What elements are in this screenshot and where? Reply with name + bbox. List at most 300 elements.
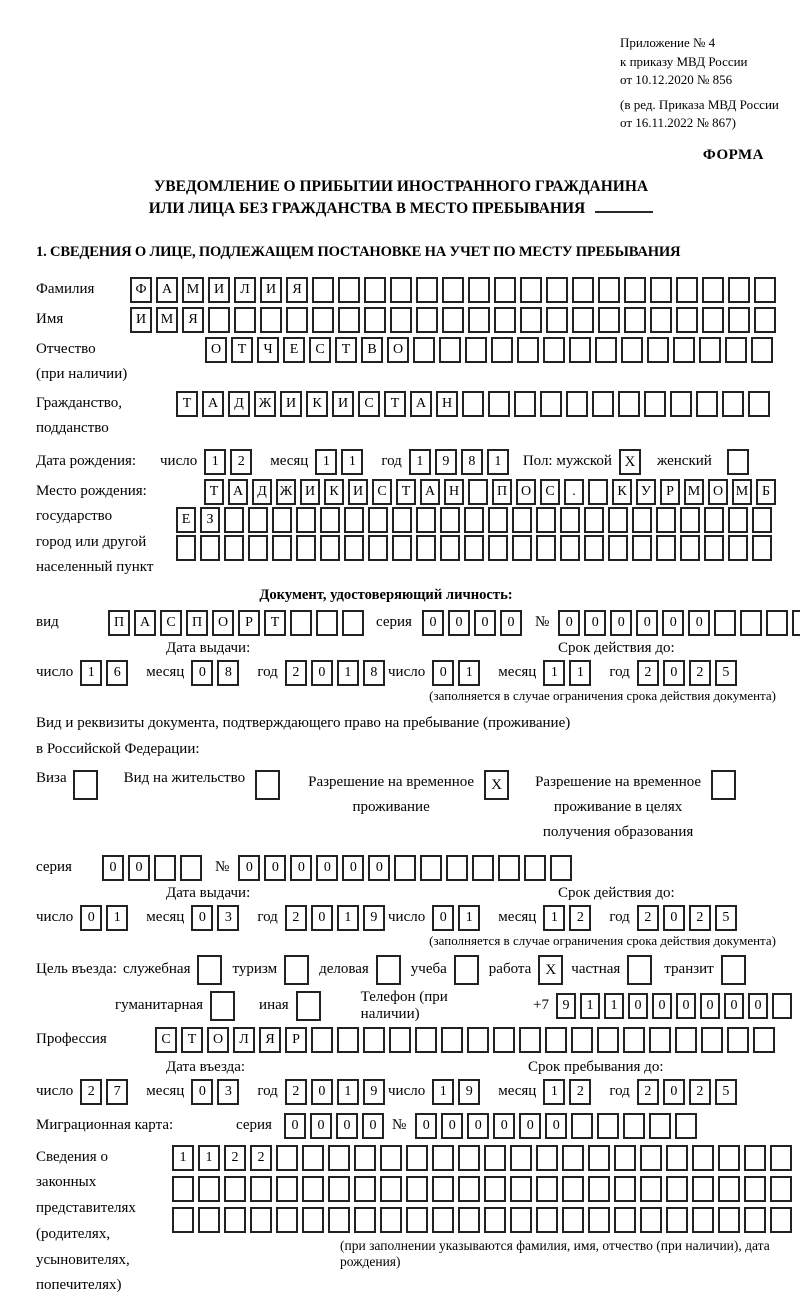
char-cell[interactable] — [432, 1145, 454, 1171]
temp-residence-checkbox[interactable]: X — [484, 770, 509, 800]
char-cell[interactable] — [380, 1207, 402, 1233]
char-cell[interactable]: Т — [204, 479, 224, 505]
char-cell[interactable] — [546, 277, 568, 303]
char-cell[interactable] — [770, 1145, 792, 1171]
char-cell[interactable]: 0 — [474, 610, 496, 636]
char-cell[interactable]: 5 — [715, 660, 737, 686]
char-cell[interactable]: . — [564, 479, 584, 505]
char-cell[interactable] — [224, 507, 244, 533]
char-cell[interactable]: С — [155, 1027, 177, 1053]
char-cell[interactable] — [338, 277, 360, 303]
char-cell[interactable]: А — [202, 391, 224, 417]
char-cell[interactable]: 2 — [224, 1145, 246, 1171]
char-cell[interactable] — [680, 535, 700, 561]
char-cell[interactable] — [180, 855, 202, 881]
char-cell[interactable] — [316, 610, 338, 636]
char-cell[interactable] — [728, 535, 748, 561]
char-cell[interactable]: 0 — [362, 1113, 384, 1139]
residence-permit-checkbox[interactable] — [255, 770, 280, 800]
char-cell[interactable] — [458, 1145, 480, 1171]
char-cell[interactable] — [200, 535, 220, 561]
char-cell[interactable] — [666, 1207, 688, 1233]
char-cell[interactable] — [464, 535, 484, 561]
char-cell[interactable]: 0 — [368, 855, 390, 881]
char-cell[interactable]: И — [332, 391, 354, 417]
char-cell[interactable] — [484, 1176, 506, 1202]
char-cell[interactable]: Р — [238, 610, 260, 636]
char-cell[interactable] — [571, 1113, 593, 1139]
char-cell[interactable] — [416, 507, 436, 533]
char-cell[interactable] — [536, 507, 556, 533]
char-cell[interactable] — [584, 535, 604, 561]
char-cell[interactable] — [754, 277, 776, 303]
char-cell[interactable] — [536, 1207, 558, 1233]
purpose-private-checkbox[interactable] — [627, 955, 652, 985]
char-cell[interactable] — [250, 1176, 272, 1202]
char-cell[interactable] — [520, 307, 542, 333]
char-cell[interactable] — [656, 507, 676, 533]
char-cell[interactable] — [420, 855, 442, 881]
char-cell[interactable] — [406, 1207, 428, 1233]
char-cell[interactable] — [545, 1027, 567, 1053]
char-cell[interactable]: И — [208, 277, 230, 303]
char-cell[interactable]: 2 — [285, 905, 307, 931]
char-cell[interactable] — [562, 1145, 584, 1171]
char-cell[interactable]: 3 — [217, 905, 239, 931]
char-cell[interactable] — [536, 535, 556, 561]
char-cell[interactable] — [368, 507, 388, 533]
char-cell[interactable]: 0 — [311, 1079, 333, 1105]
char-cell[interactable] — [562, 1176, 584, 1202]
char-cell[interactable] — [510, 1145, 532, 1171]
char-cell[interactable] — [704, 507, 724, 533]
char-cell[interactable]: 5 — [715, 1079, 737, 1105]
char-cell[interactable] — [560, 507, 580, 533]
char-cell[interactable] — [584, 507, 604, 533]
char-cell[interactable] — [754, 307, 776, 333]
char-cell[interactable] — [390, 277, 412, 303]
char-cell[interactable]: Я — [259, 1027, 281, 1053]
char-cell[interactable] — [692, 1176, 714, 1202]
char-cell[interactable]: 2 — [285, 1079, 307, 1105]
char-cell[interactable]: 2 — [637, 1079, 659, 1105]
char-cell[interactable]: 2 — [250, 1145, 272, 1171]
char-cell[interactable]: 2 — [230, 449, 252, 475]
char-cell[interactable] — [467, 1027, 489, 1053]
char-cell[interactable]: 0 — [310, 1113, 332, 1139]
char-cell[interactable] — [640, 1145, 662, 1171]
char-cell[interactable] — [442, 307, 464, 333]
char-cell[interactable] — [328, 1176, 350, 1202]
char-cell[interactable] — [701, 1027, 723, 1053]
char-cell[interactable]: У — [636, 479, 656, 505]
char-cell[interactable]: 1 — [543, 905, 565, 931]
char-cell[interactable]: П — [492, 479, 512, 505]
char-cell[interactable] — [406, 1145, 428, 1171]
char-cell[interactable] — [692, 1145, 714, 1171]
char-cell[interactable]: В — [361, 337, 383, 363]
char-cell[interactable] — [514, 391, 536, 417]
char-cell[interactable]: 0 — [663, 1079, 685, 1105]
char-cell[interactable]: 0 — [558, 610, 580, 636]
sex-male-checkbox[interactable]: X — [619, 449, 641, 475]
char-cell[interactable]: М — [732, 479, 752, 505]
char-cell[interactable] — [472, 855, 494, 881]
char-cell[interactable] — [624, 277, 646, 303]
char-cell[interactable]: 9 — [363, 1079, 385, 1105]
char-cell[interactable] — [792, 610, 800, 636]
char-cell[interactable] — [608, 535, 628, 561]
temp-residence-edu-checkbox[interactable] — [711, 770, 736, 800]
char-cell[interactable] — [320, 535, 340, 561]
char-cell[interactable]: 1 — [337, 905, 359, 931]
char-cell[interactable] — [380, 1176, 402, 1202]
char-cell[interactable]: 0 — [545, 1113, 567, 1139]
char-cell[interactable] — [512, 507, 532, 533]
char-cell[interactable]: 0 — [432, 660, 454, 686]
char-cell[interactable] — [458, 1176, 480, 1202]
char-cell[interactable] — [440, 535, 460, 561]
char-cell[interactable] — [364, 277, 386, 303]
char-cell[interactable] — [320, 507, 340, 533]
char-cell[interactable]: 1 — [604, 993, 624, 1019]
char-cell[interactable]: 0 — [191, 905, 213, 931]
char-cell[interactable] — [656, 535, 676, 561]
char-cell[interactable]: Е — [283, 337, 305, 363]
char-cell[interactable]: Ж — [276, 479, 296, 505]
char-cell[interactable]: 1 — [432, 1079, 454, 1105]
char-cell[interactable] — [491, 337, 513, 363]
char-cell[interactable] — [441, 1027, 463, 1053]
char-cell[interactable]: И — [280, 391, 302, 417]
char-cell[interactable] — [650, 277, 672, 303]
char-cell[interactable] — [744, 1176, 766, 1202]
char-cell[interactable] — [415, 1027, 437, 1053]
char-cell[interactable] — [198, 1176, 220, 1202]
char-cell[interactable] — [623, 1027, 645, 1053]
char-cell[interactable] — [224, 1176, 246, 1202]
char-cell[interactable]: 7 — [106, 1079, 128, 1105]
char-cell[interactable] — [644, 391, 666, 417]
char-cell[interactable]: 2 — [285, 660, 307, 686]
char-cell[interactable]: 1 — [315, 449, 337, 475]
char-cell[interactable] — [465, 337, 487, 363]
char-cell[interactable] — [302, 1145, 324, 1171]
char-cell[interactable]: 0 — [636, 610, 658, 636]
char-cell[interactable]: 1 — [487, 449, 509, 475]
char-cell[interactable] — [571, 1027, 593, 1053]
char-cell[interactable]: 0 — [500, 610, 522, 636]
char-cell[interactable] — [302, 1176, 324, 1202]
char-cell[interactable]: Т — [231, 337, 253, 363]
purpose-transit-checkbox[interactable] — [721, 955, 746, 985]
char-cell[interactable]: К — [306, 391, 328, 417]
char-cell[interactable]: М — [156, 307, 178, 333]
char-cell[interactable] — [344, 507, 364, 533]
char-cell[interactable]: Л — [233, 1027, 255, 1053]
char-cell[interactable] — [632, 507, 652, 533]
char-cell[interactable] — [702, 277, 724, 303]
char-cell[interactable] — [394, 855, 416, 881]
char-cell[interactable] — [392, 535, 412, 561]
char-cell[interactable]: 0 — [316, 855, 338, 881]
char-cell[interactable] — [510, 1207, 532, 1233]
char-cell[interactable]: 2 — [689, 660, 711, 686]
char-cell[interactable] — [744, 1145, 766, 1171]
char-cell[interactable]: 0 — [284, 1113, 306, 1139]
char-cell[interactable]: Д — [252, 479, 272, 505]
char-cell[interactable] — [440, 507, 460, 533]
char-cell[interactable]: 1 — [569, 660, 591, 686]
char-cell[interactable]: Ч — [257, 337, 279, 363]
char-cell[interactable] — [748, 391, 770, 417]
char-cell[interactable] — [484, 1145, 506, 1171]
char-cell[interactable]: 1 — [458, 660, 480, 686]
char-cell[interactable] — [702, 307, 724, 333]
purpose-tourism-checkbox[interactable] — [284, 955, 309, 985]
char-cell[interactable]: 0 — [422, 610, 444, 636]
char-cell[interactable]: Ф — [130, 277, 152, 303]
char-cell[interactable] — [692, 1207, 714, 1233]
purpose-business-checkbox[interactable] — [376, 955, 401, 985]
char-cell[interactable] — [740, 610, 762, 636]
char-cell[interactable]: М — [182, 277, 204, 303]
char-cell[interactable]: З — [200, 507, 220, 533]
char-cell[interactable]: Т — [181, 1027, 203, 1053]
char-cell[interactable] — [276, 1145, 298, 1171]
char-cell[interactable] — [744, 1207, 766, 1233]
char-cell[interactable] — [614, 1145, 636, 1171]
char-cell[interactable] — [728, 277, 750, 303]
char-cell[interactable] — [328, 1145, 350, 1171]
purpose-official-checkbox[interactable] — [197, 955, 222, 985]
char-cell[interactable]: 2 — [569, 1079, 591, 1105]
char-cell[interactable] — [536, 1176, 558, 1202]
char-cell[interactable]: 2 — [637, 660, 659, 686]
char-cell[interactable]: 8 — [363, 660, 385, 686]
char-cell[interactable]: 0 — [448, 610, 470, 636]
char-cell[interactable]: С — [372, 479, 392, 505]
char-cell[interactable] — [753, 1027, 775, 1053]
char-cell[interactable] — [588, 1176, 610, 1202]
char-cell[interactable] — [368, 535, 388, 561]
char-cell[interactable]: П — [186, 610, 208, 636]
char-cell[interactable] — [439, 337, 461, 363]
char-cell[interactable] — [632, 535, 652, 561]
char-cell[interactable]: И — [348, 479, 368, 505]
char-cell[interactable] — [208, 307, 230, 333]
char-cell[interactable] — [550, 855, 572, 881]
char-cell[interactable]: 0 — [311, 905, 333, 931]
char-cell[interactable]: 0 — [748, 993, 768, 1019]
char-cell[interactable] — [621, 337, 643, 363]
char-cell[interactable]: 0 — [662, 610, 684, 636]
char-cell[interactable]: А — [156, 277, 178, 303]
char-cell[interactable]: С — [540, 479, 560, 505]
char-cell[interactable] — [569, 337, 591, 363]
char-cell[interactable] — [510, 1176, 532, 1202]
char-cell[interactable] — [772, 993, 792, 1019]
char-cell[interactable]: М — [684, 479, 704, 505]
char-cell[interactable]: И — [300, 479, 320, 505]
char-cell[interactable] — [597, 1027, 619, 1053]
char-cell[interactable]: 1 — [337, 1079, 359, 1105]
char-cell[interactable]: И — [260, 277, 282, 303]
char-cell[interactable]: Н — [436, 391, 458, 417]
char-cell[interactable] — [680, 507, 700, 533]
char-cell[interactable]: 9 — [556, 993, 576, 1019]
char-cell[interactable]: 0 — [311, 660, 333, 686]
char-cell[interactable]: Н — [444, 479, 464, 505]
char-cell[interactable]: 0 — [584, 610, 606, 636]
visa-checkbox[interactable] — [73, 770, 98, 800]
char-cell[interactable] — [354, 1145, 376, 1171]
char-cell[interactable]: 0 — [652, 993, 672, 1019]
char-cell[interactable] — [364, 307, 386, 333]
char-cell[interactable]: 0 — [342, 855, 364, 881]
char-cell[interactable] — [640, 1176, 662, 1202]
char-cell[interactable] — [647, 337, 669, 363]
char-cell[interactable]: 2 — [689, 1079, 711, 1105]
char-cell[interactable]: 0 — [663, 905, 685, 931]
char-cell[interactable] — [488, 507, 508, 533]
char-cell[interactable] — [588, 1207, 610, 1233]
char-cell[interactable] — [699, 337, 721, 363]
char-cell[interactable] — [572, 307, 594, 333]
char-cell[interactable]: 1 — [543, 1079, 565, 1105]
purpose-study-checkbox[interactable] — [454, 955, 479, 985]
char-cell[interactable] — [770, 1207, 792, 1233]
char-cell[interactable] — [588, 479, 608, 505]
char-cell[interactable]: 1 — [543, 660, 565, 686]
char-cell[interactable] — [432, 1176, 454, 1202]
char-cell[interactable] — [722, 391, 744, 417]
char-cell[interactable] — [302, 1207, 324, 1233]
char-cell[interactable] — [311, 1027, 333, 1053]
char-cell[interactable] — [389, 1027, 411, 1053]
char-cell[interactable]: 0 — [191, 1079, 213, 1105]
char-cell[interactable]: Т — [384, 391, 406, 417]
char-cell[interactable] — [673, 337, 695, 363]
char-cell[interactable]: 2 — [637, 905, 659, 931]
char-cell[interactable] — [666, 1145, 688, 1171]
char-cell[interactable] — [675, 1027, 697, 1053]
char-cell[interactable] — [725, 337, 747, 363]
char-cell[interactable]: О — [516, 479, 536, 505]
char-cell[interactable] — [392, 507, 412, 533]
char-cell[interactable] — [390, 307, 412, 333]
char-cell[interactable] — [588, 1145, 610, 1171]
char-cell[interactable] — [442, 277, 464, 303]
char-cell[interactable] — [676, 307, 698, 333]
char-cell[interactable]: 8 — [217, 660, 239, 686]
char-cell[interactable]: Р — [660, 479, 680, 505]
char-cell[interactable] — [572, 277, 594, 303]
char-cell[interactable] — [649, 1113, 671, 1139]
char-cell[interactable] — [597, 1113, 619, 1139]
char-cell[interactable] — [666, 1176, 688, 1202]
char-cell[interactable] — [728, 307, 750, 333]
char-cell[interactable] — [276, 1176, 298, 1202]
char-cell[interactable] — [250, 1207, 272, 1233]
char-cell[interactable]: 2 — [80, 1079, 102, 1105]
char-cell[interactable] — [468, 277, 490, 303]
char-cell[interactable]: 1 — [341, 449, 363, 475]
char-cell[interactable]: 0 — [676, 993, 696, 1019]
char-cell[interactable] — [618, 391, 640, 417]
char-cell[interactable]: 0 — [336, 1113, 358, 1139]
char-cell[interactable] — [675, 1113, 697, 1139]
char-cell[interactable] — [488, 391, 510, 417]
char-cell[interactable] — [248, 507, 268, 533]
char-cell[interactable]: 0 — [191, 660, 213, 686]
char-cell[interactable] — [176, 535, 196, 561]
char-cell[interactable] — [517, 337, 539, 363]
char-cell[interactable] — [468, 307, 490, 333]
char-cell[interactable]: 1 — [204, 449, 226, 475]
char-cell[interactable] — [592, 391, 614, 417]
char-cell[interactable] — [520, 277, 542, 303]
char-cell[interactable] — [598, 277, 620, 303]
char-cell[interactable] — [598, 307, 620, 333]
char-cell[interactable]: А — [420, 479, 440, 505]
char-cell[interactable] — [614, 1207, 636, 1233]
char-cell[interactable] — [296, 507, 316, 533]
char-cell[interactable] — [714, 610, 736, 636]
char-cell[interactable] — [484, 1207, 506, 1233]
char-cell[interactable]: П — [108, 610, 130, 636]
char-cell[interactable]: Д — [228, 391, 250, 417]
char-cell[interactable]: А — [134, 610, 156, 636]
char-cell[interactable]: Я — [182, 307, 204, 333]
char-cell[interactable] — [623, 1113, 645, 1139]
char-cell[interactable]: 6 — [106, 660, 128, 686]
char-cell[interactable] — [614, 1176, 636, 1202]
char-cell[interactable] — [416, 277, 438, 303]
char-cell[interactable] — [363, 1027, 385, 1053]
char-cell[interactable]: 9 — [458, 1079, 480, 1105]
char-cell[interactable] — [272, 535, 292, 561]
char-cell[interactable]: И — [130, 307, 152, 333]
char-cell[interactable] — [536, 1145, 558, 1171]
char-cell[interactable]: 9 — [363, 905, 385, 931]
char-cell[interactable] — [272, 507, 292, 533]
char-cell[interactable]: О — [212, 610, 234, 636]
char-cell[interactable] — [670, 391, 692, 417]
purpose-other-checkbox[interactable] — [296, 991, 321, 1021]
char-cell[interactable] — [198, 1207, 220, 1233]
char-cell[interactable]: 0 — [493, 1113, 515, 1139]
char-cell[interactable]: С — [358, 391, 380, 417]
char-cell[interactable] — [338, 307, 360, 333]
char-cell[interactable] — [696, 391, 718, 417]
char-cell[interactable] — [172, 1176, 194, 1202]
sex-female-checkbox[interactable] — [727, 449, 749, 475]
char-cell[interactable] — [752, 535, 772, 561]
char-cell[interactable] — [751, 337, 773, 363]
char-cell[interactable] — [512, 535, 532, 561]
char-cell[interactable] — [464, 507, 484, 533]
char-cell[interactable] — [312, 307, 334, 333]
char-cell[interactable] — [562, 1207, 584, 1233]
char-cell[interactable]: 9 — [435, 449, 457, 475]
char-cell[interactable] — [328, 1207, 350, 1233]
char-cell[interactable]: 1 — [337, 660, 359, 686]
char-cell[interactable] — [704, 535, 724, 561]
char-cell[interactable]: С — [309, 337, 331, 363]
char-cell[interactable] — [560, 535, 580, 561]
char-cell[interactable] — [380, 1145, 402, 1171]
